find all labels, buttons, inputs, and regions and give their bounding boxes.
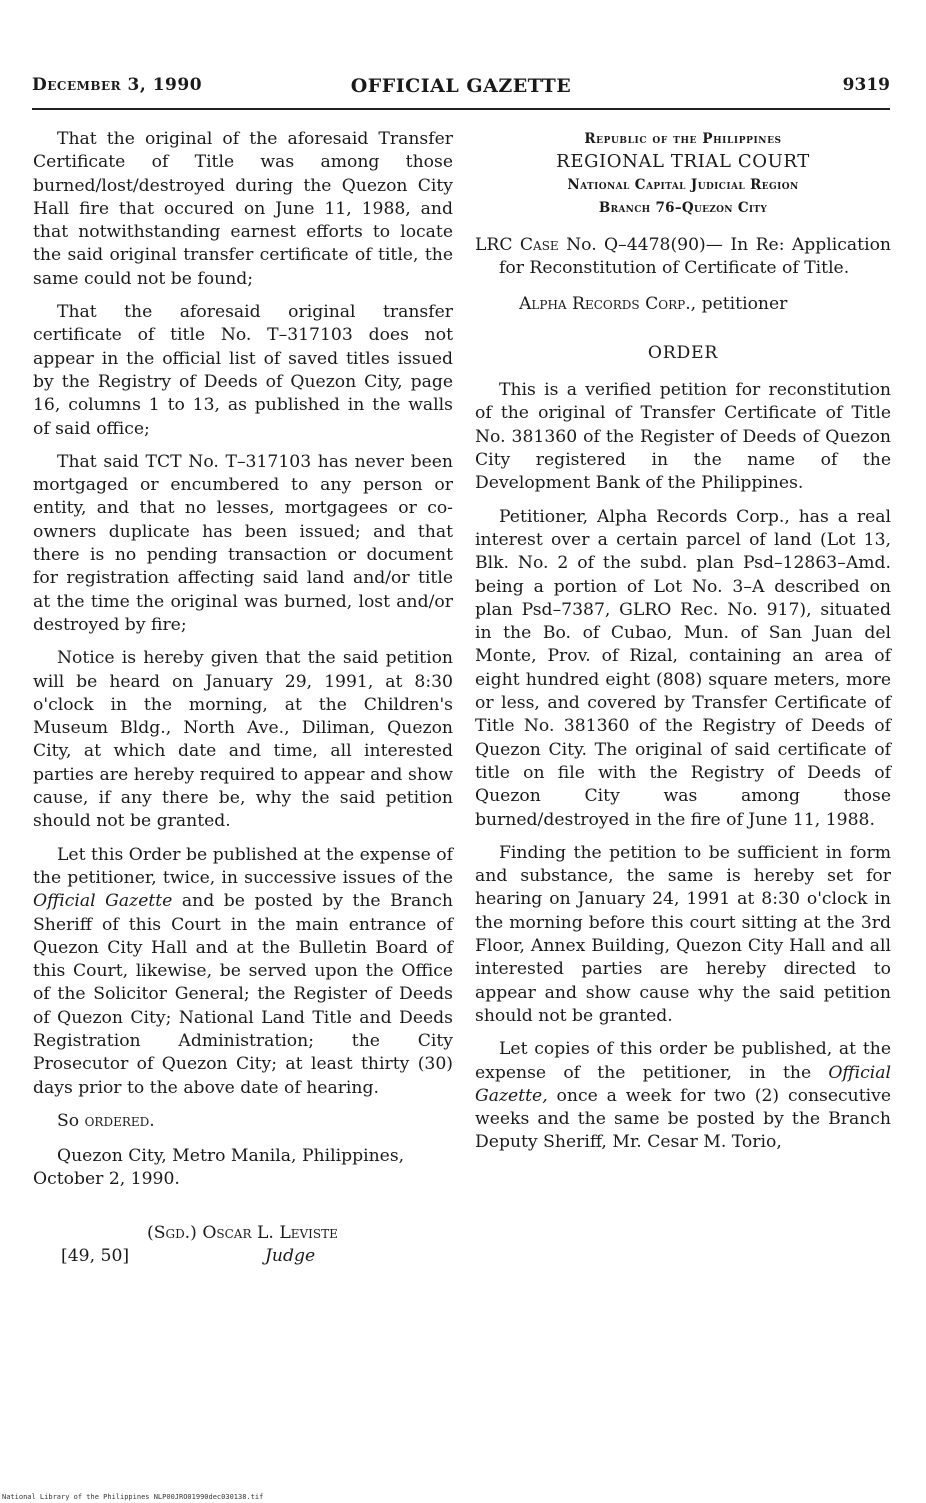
publication-title: OFFICIAL GAZETTE <box>350 75 572 97</box>
republic-line: Republic of the Philippines <box>584 131 782 147</box>
so-ordered <box>33 1110 453 1133</box>
region-line: National Capital Judicial Region <box>567 177 799 193</box>
scan-footer: National Library of the Philippines NLP00JRO01990dec030138.tif <box>2 1493 264 1501</box>
signatory-title: Judge <box>265 1245 316 1266</box>
text-segment: and be posted by the Branch Sheriff of this Court in the main entrance of Quezon City Hall and at the Bulletin Board of this Court, likewise, be served upon the Office of the Solicitor General; the Register of Deeds of Quezon City; National Land Title and Deeds Registration Administration; the City Prosecutor of Quezon City; at least thirty (30) days prior to the above date of hearing. <box>33 891 453 1098</box>
petitioner-name: Alpha Records Corp. <box>519 293 691 314</box>
case-text: No. Q–4478(90)— In Re: Application for Reconstitution of Certificate of Title. <box>499 235 891 279</box>
ordered-word: ordered. <box>84 1110 155 1131</box>
case-caption <box>475 234 891 281</box>
signature-block <box>33 1222 453 1272</box>
page-number: 9319 <box>842 75 890 95</box>
petitioner-role: , petitioner <box>690 293 788 314</box>
paragraph: Finding the petition to be sufficient in form and substance, the same is hereby set for hearing on January 24, 1991 at 8:30 o'clock in the morning before this court sitting at the 3rd Floor, Annex Building, Quezon City Hall and all interested parties are hereby directed to appear and show cause why the said petition should not be granted. <box>475 842 891 1026</box>
right-column <box>475 128 891 1165</box>
branch-line: Branch 76–Quezon City <box>598 200 768 216</box>
reference-numbers: [49, 50] <box>61 1245 130 1266</box>
court-header <box>475 128 891 220</box>
paragraph: Petitioner, Alpha Records Corp., has a real interest over a certain parcel of land (Lot 13, Blk. No. 2 of the subd. plan Psd–12863–Amd. being a portion of Lot No. 3–A described on plan Psd–7387, GLRO Rec. No. 917), situated in the Bo. of Cubao, Mun. of San Juan del Monte, Prov. of Rizal, containing an area of eight hundred eight (808) square meters, more or less, and covered by Transfer Certificate of Title No. 381360 of the Registry of Deeds of Quezon City. The original of said certificate of title on file with the Registry of Deeds of Quezon City was among those burned/destroyed in the fire of June 11, 1988. <box>475 506 891 830</box>
paragraph: That the aforesaid original transfer certificate of title No. T–317103 does not appear in the official list of saved titles issued by the Registry of Deeds of Quezon City, page 16, columns 1 to 13, as published in the walls of said office; <box>33 302 453 439</box>
page-header <box>32 75 890 101</box>
court-name: REGIONAL TRIAL COURT <box>556 151 810 172</box>
paragraph: Notice is hereby given that the said petition will be heard on January 29, 1991, at 8:30 o'clock in the morning, at the Children's Museum Bldg., North Ave., Diliman, Quezon City, at which date and time, all interested parties are hereby required to appear and show cause, if any there be, why the said petition should not be granted. <box>33 648 453 832</box>
header-rule <box>32 108 890 110</box>
text-segment: once a week for two (2) consecutive weeks and the same be posted by the Branch Deputy Sheriff, Mr. Cesar M. Torio, <box>475 1085 892 1153</box>
issue-date: December 3, 1990 <box>32 75 203 95</box>
paragraph: This is a verified petition for reconstitution of the original of Transfer Certificate of Title No. 381360 of the Register of Deeds of Quezon City registered in the name of the Development Bank of the Philippines. <box>475 380 891 494</box>
paragraph: That said TCT No. T–317103 has never been mortgaged or encumbered to any person or entity, and that no lesses, mortgagees or co-owners duplicate has been issued; and that there is no pending transaction or document for registration affecting said land and/or title at the time the original was burned, lost and/or destroyed by fire; <box>33 451 453 635</box>
petitioner-line <box>475 293 891 316</box>
paragraph: That the original of the aforesaid Transfer Certificate of Title was among those burned/lost/destroyed during the Quezon City Hall fire that occured on June 11, 1988, and that notwithstanding earnest efforts to locate the said original transfer certificate of title, the same could not be found; <box>33 129 453 289</box>
place-and-date: Quezon City, Metro Manila, Philippines, October 2, 1990. <box>33 1146 405 1190</box>
text-segment: Let copies of this order be published, at the expense of the petitioner, in the <box>475 1039 891 1083</box>
order-title: ORDER <box>647 342 719 363</box>
publication-paragraph <box>475 1038 891 1154</box>
left-column <box>33 128 453 1272</box>
text-segment: Let this Order be published at the expense of the petitioner, twice, in successive issues of the <box>33 844 453 888</box>
case-label: LRC Case <box>475 235 559 255</box>
gazette-name: Official Gazette <box>33 891 173 912</box>
publication-paragraph <box>33 844 453 1100</box>
signature-name: (Sgd.) Oscar L. Leviste <box>147 1222 338 1243</box>
so-word: So <box>57 1110 80 1131</box>
gazette-name: Official Gazette, <box>475 1062 891 1106</box>
